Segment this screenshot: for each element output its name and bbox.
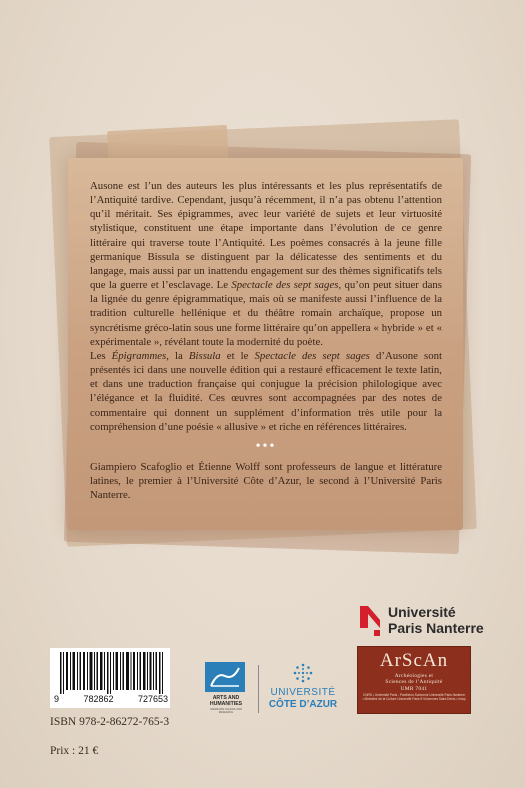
barcode-digits-right: 727653 [137,694,168,704]
arts-humanities-line1: ARTS AND [212,695,240,701]
isbn: ISBN 978-2-86272-765-3 [50,716,170,728]
blurb-paragraph-2 [90,349,442,434]
ornament-dots: ••• [255,438,277,454]
blurb-p2-title-1: Épigrammes [111,349,167,362]
blurb-text [90,179,442,502]
arscan-partners: CNRS • Université Paris - Panthéon-Sorbonne Université Paris Nanterre • Ministère de la Culture Université Paris 8 Vincennes Saint-Denis • Inrap [362,693,466,701]
blurb-p2-rest: d’Ausone sont présentés ici dans une nouvelle édition qui a restauré efficacement le texte latin, et dans une traduction française qui conjugue la précision philologique avec l’élégance et la fluidité. Ces œuvres sont accompagnées par des notes de commentaire qui donnent un supplément d’information très utile pour la compréhension d’une poésie « allusive » et riche en références littéraires. [90,349,442,433]
blurb-p2-sep-1: , la [166,349,189,362]
arscan-logo [357,646,471,714]
authors-bio: Giampiero Scafoglio et Étienne Wolff sont professeurs de langue et littérature latines, le premier à l’Université Côte d’Azur, le second à l’Université Paris Nanterre. [90,460,442,502]
cote-azur-line2: CÔTE D’AZUR [268,699,338,710]
logo-divider [258,665,259,713]
barcode [50,648,170,708]
blurb-p1-title: Spectacle des sept sages [231,279,339,292]
arts-humanities-name [203,695,249,707]
barcode-digits [54,694,168,704]
arts-humanities-logo [203,662,249,712]
arscan-subtitle-line1: Archéologies et [394,673,434,679]
arts-humanities-tagline: GRADUATE SCHOOL AND RESEARCH [210,708,242,714]
blurb-p2-title-2: Bissula [188,349,221,362]
arscan-subtitle-line2: Sciences de l’Antiquité [385,679,443,686]
paris-nanterre-line2: Paris Nanterre [388,620,484,636]
price: Prix : 21 € [50,745,99,757]
blurb-paragraph-1 [90,179,442,349]
arscan-subtitle [358,673,470,692]
paris-nanterre-mark-icon [360,606,382,636]
arscan-unit: UMR 7041 [400,685,428,692]
paris-nanterre-logo [356,604,506,638]
barcode-digit-lead: 9 [54,694,60,704]
arts-humanities-line2: HUMANITIES [209,701,243,707]
blurb-p2-title-3: Spectacle des sept sages [254,349,370,362]
cote-azur-logo [264,663,342,713]
blurb-p2-sep-2: et le [220,349,255,362]
barcode-bars [60,652,164,694]
blurb-p2-lead: Les [90,349,112,362]
cote-azur-sun-icon [293,663,313,683]
paris-nanterre-text [388,604,484,636]
cote-azur-line1: UNIVERSITÉ [270,687,336,698]
blurb-p1-text-a: Ausone est l’un des auteurs les plus intéressants et les plus représentatifs de l’Antiquité tardive. Cependant, jusqu’à récemment, il n’a pas obtenu l’attention qu’il méritait. Ses épigrammes, avec leur variété de sujets et leur virtuosité stylistique, constituent une étape importante dans l’évolution de ce genre littéraire qui traverse toute l’Antiquité. Les poèmes consacrés à la jeune fille germanique Bissula se distinguent par la délicatesse des sentiments et du langage, mais aussi par un inattendu engagement sur des thèmes significatifs tels que la guerre et l’esclavage. Le [90,180,442,292]
blurb-p1-text-b: , qu’on peut situer dans la lignée du genre épigrammatique, mais où se manifeste aussi l’influence de la tradition culturelle hellénique et du théâtre romain archaïque, propose un syncrétisme gréco-latin sous une forme littéraire qu’on appellera « hybride » et « expérimentale », révélant toute la modernité du poète. [90,279,442,348]
arts-humanities-icon [205,662,245,692]
barcode-digits-left: 782862 [83,694,114,704]
arscan-title: ArScAn [379,650,449,671]
paris-nanterre-line1: Université [388,604,456,620]
